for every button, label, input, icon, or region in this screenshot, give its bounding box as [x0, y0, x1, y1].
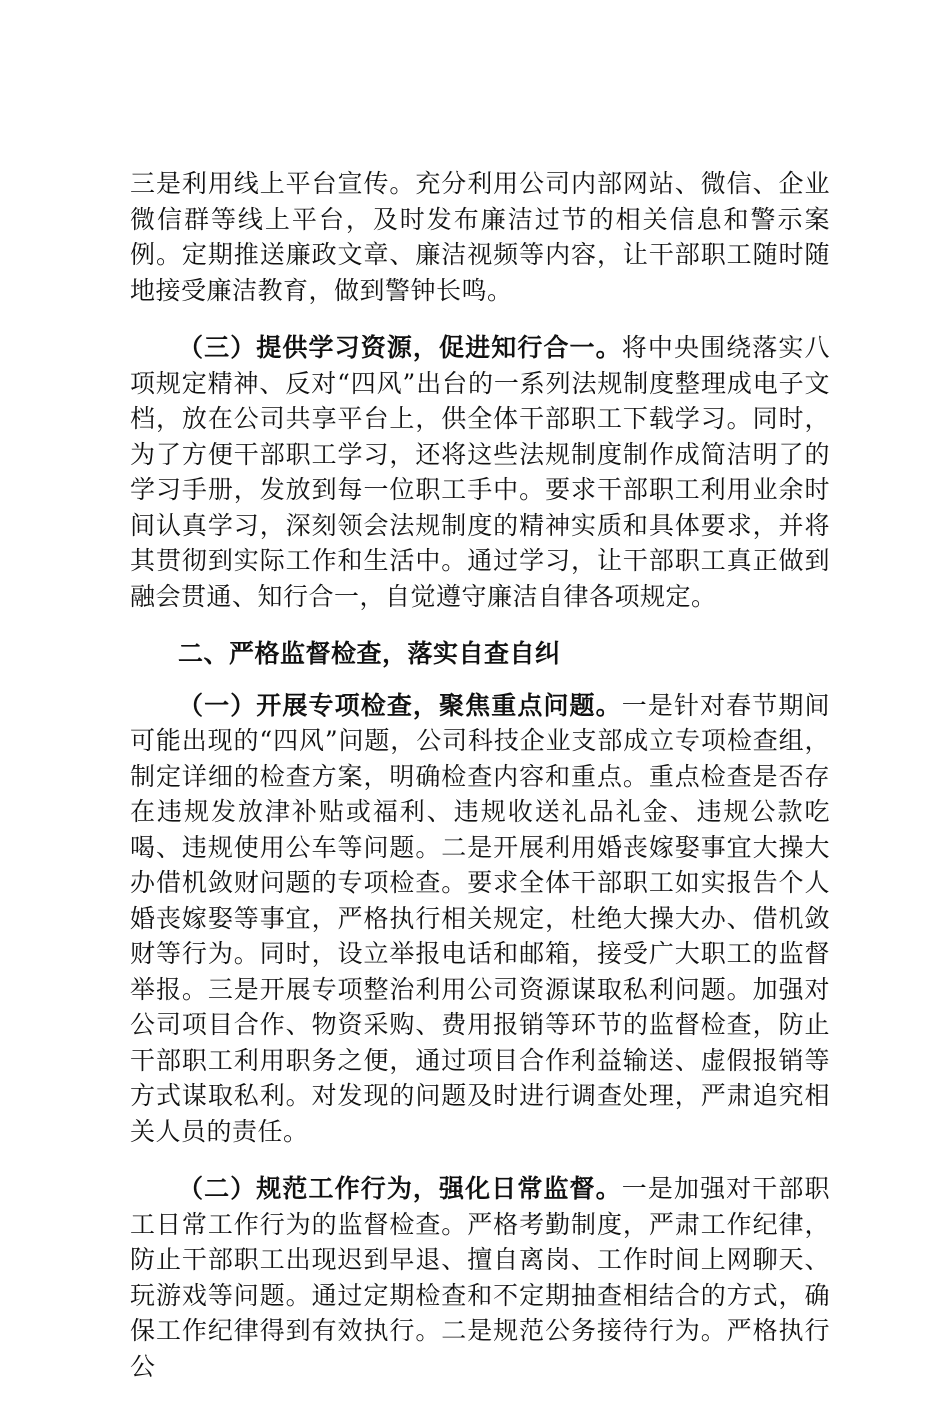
paragraph-lead: （三）提供学习资源，促进知行合一。	[178, 333, 622, 362]
paragraph-text: 一是针对春节期间可能出现的“四风”问题，公司科技企业支部成立专项检查组，制定详细的检查方案，明确检查内容和重点。重点检查是否存在违规发放津补贴或福利、违规收送礼品礼金、违规公款吃喝、违规使用公车等问题。二是开展利用婚丧嫁娶事宜大操大办借机敛财问题的专项检查。要求全体干部职工如实报告个人婚丧嫁娶等事宜，严格执行相关规定，杜绝大操大办、借机敛财等行为。同时，设立举报电话和邮箱，接受广大职工的监督举报。三是开展专项整治利用公司资源谋取私利问题。加强对公司项目合作、物资采购、费用报销等环节的监督检查，防止干部职工利用职务之便，通过项目合作利益输送、虚假报销等方式谋取私利。对发现的问题及时进行调查处理，严肃追究相关人员的责任。	[130, 690, 830, 1146]
paragraph-text: 将中央围绕落实八项规定精神、反对“四风”出台的一系列法规制度整理成电子文档，放在公司共享平台上，供全体干部职工下载学习。同时，为了方便干部职工学习，还将这些法规制度制作成简洁明了的学习手册，发放到每一位职工手中。要求干部职工利用业余时间认真学习，深刻领会法规制度的精神实质和具体要求，并将其贯彻到实际工作和生活中。通过学习，让干部职工真正做到融会贯通、知行合一，自觉遵守廉洁自律各项规定。	[130, 333, 830, 611]
section-heading: 二、严格监督检查，落实自查自纠	[178, 639, 561, 668]
paragraph-text: 一是加强对干部职工日常工作行为的监督检查。严格考勤制度，严肃工作纪律，防止干部职工出现迟到早退、擅自离岗、工作时间上网聊天、玩游戏等问题。通过定期检查和不定期抽查相结合的方式，确保工作纪律得到有效执行。二是规范公务接待行为。严格执行公	[130, 1174, 830, 1381]
paragraph-special-inspection	[130, 688, 830, 1150]
paragraph-text: 三是利用线上平台宣传。充分利用公司内部网站、微信、企业微信群等线上平台，及时发布廉洁过节的相关信息和警示案例。定期推送廉政文章、廉洁视频等内容，让干部职工随时随地接受廉洁教育，做到警钟长鸣。	[130, 169, 830, 305]
paragraph-online-publicity	[130, 166, 830, 308]
paragraph-lead: （二）规范工作行为，强化日常监督。	[178, 1174, 622, 1203]
paragraph-daily-supervision	[130, 1171, 830, 1384]
paragraph-learning-resources	[130, 330, 830, 614]
document-page	[130, 166, 830, 1406]
paragraph-lead: （一）开展专项检查，聚焦重点问题。	[178, 690, 622, 720]
